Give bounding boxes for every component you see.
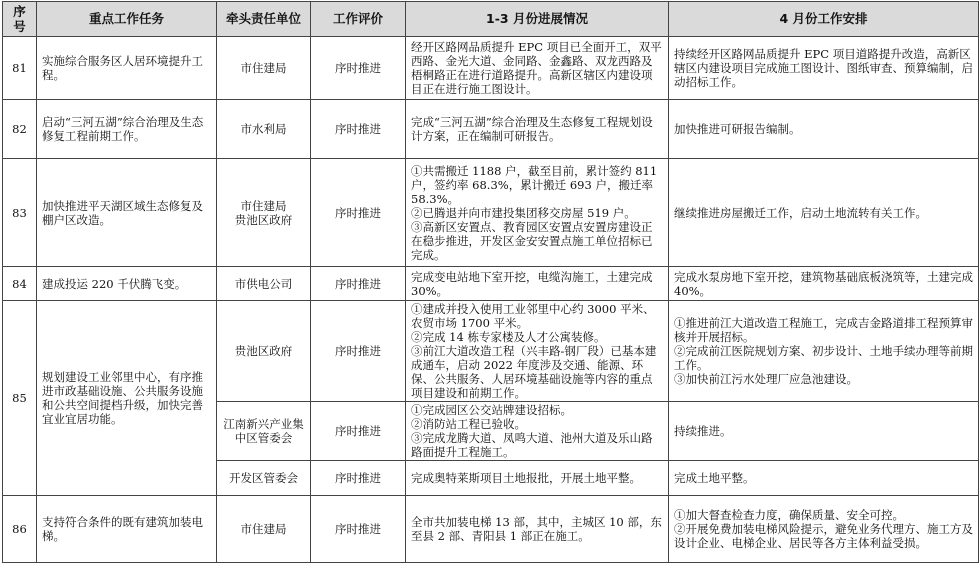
table-row-84 (3, 267, 979, 301)
task-cell: 加快推进平天湖区域生态修复及棚户区改造。 (37, 159, 217, 267)
unit-line: 贵池区政府 (234, 212, 293, 227)
unit-cell: 开发区管委会 (217, 461, 311, 496)
header-serial-line2: 号 (13, 19, 26, 34)
header-next-plan: 4 月份工作安排 (669, 2, 979, 37)
evaluation-cell: 序时推进 (311, 496, 406, 563)
evaluation-cell: 序时推进 (311, 301, 406, 402)
plan-cell: 持续经开区路网品质提升 EPC 项目道路提升改造，高新区辖区内建设项目完成施工图设计、图纸审查、预算编制，启动招标工作。 (669, 37, 979, 100)
evaluation-cell: 序时推进 (311, 267, 406, 301)
plan-cell (669, 496, 979, 563)
header-key-task: 重点工作任务 (37, 2, 217, 37)
evaluation-cell: 序时推进 (311, 461, 406, 496)
row-number: 85 (3, 301, 37, 496)
table-row-82 (3, 100, 979, 159)
unit-cell: 市水利局 (217, 100, 311, 159)
unit-cell: 市住建局 (217, 496, 311, 563)
plan-cell: 完成水泵房地下室开挖，建筑物基础底板浇筑等，土建完成 40%。 (669, 267, 979, 301)
evaluation-cell: 序时推进 (311, 159, 406, 267)
table-row-83 (3, 159, 979, 267)
unit-cell (217, 159, 311, 267)
progress-cell: 完成“三河五湖”综合治理及生态修复工程规划设计方案，正在编制可研报告。 (406, 100, 669, 159)
row-number: 86 (3, 496, 37, 563)
table-row-85 (3, 301, 979, 402)
header-progress: 1-3 月份进展情况 (406, 2, 669, 37)
task-cell: 支持符合条件的既有建筑加装电梯。 (37, 496, 217, 563)
plan-cell: 加快推进可研报告编制。 (669, 100, 979, 159)
progress-cell: 全市共加装电梯 13 部，其中，主城区 10 部，东至县 2 部、青阳县 1 部正在施工。 (406, 496, 669, 563)
progress-cell (406, 159, 669, 267)
unit-cell: 江南新兴产业集中区管委会 (217, 402, 311, 461)
progress-item: ③完成龙腾大道、凤鸣大道、池州大道及乐山路路面提升工程施工。 (411, 431, 653, 459)
progress-item: ①共需搬迁 1188 户，截至目前，累计签约 811 户，签约率 68.3%，累计搬迁 693 户，搬迁率 58.3%。 (411, 163, 658, 206)
work-progress-table (2, 1, 979, 563)
progress-cell: 经开区路网品质提升 EPC 项目已全面开工，双平西路、金光大道、金同路、金鑫路、双龙西路及梧桐路正在进行道路提升。高新区辖区内建设项目正在进行施工图设计。 (406, 37, 669, 100)
evaluation-cell: 序时推进 (311, 37, 406, 100)
header-lead-unit: 牵头责任单位 (217, 2, 311, 37)
progress-item: ①完成园区公交站牌建设招标。 (411, 403, 572, 417)
row-number: 82 (3, 100, 37, 159)
header-serial-line1: 序 (13, 4, 26, 19)
task-cell: 建成投运 220 千伏腾飞变。 (37, 267, 217, 301)
evaluation-cell: 序时推进 (311, 402, 406, 461)
row-number: 84 (3, 267, 37, 301)
plan-item: ②完成前江医院规划方案、初步设计、土地手续办理等前期工作。 (674, 344, 973, 372)
unit-cell: 贵池区政府 (217, 301, 311, 402)
plan-cell: 持续推进。 (669, 402, 979, 461)
progress-cell (406, 301, 669, 402)
progress-cell: 完成奥特莱斯项目土地报批，开展土地平整。 (406, 461, 669, 496)
progress-item: ②完成 14 栋专家楼及人才公寓装修。 (411, 330, 606, 344)
plan-cell (669, 301, 979, 402)
unit-cell: 市供电公司 (217, 267, 311, 301)
progress-item: ②消防站工程已验收。 (411, 417, 526, 431)
row-number: 83 (3, 159, 37, 267)
header-evaluation: 工作评价 (311, 2, 406, 37)
table-row-81 (3, 37, 979, 100)
plan-cell: 完成土地平整。 (669, 461, 979, 496)
header-serial-number (3, 2, 37, 37)
plan-cell: 继续推进房屋搬迁工作，启动土地流转有关工作。 (669, 159, 979, 267)
table-row-86 (3, 496, 979, 563)
plan-item: ③加快前江污水处理厂应急池建设。 (674, 372, 858, 386)
progress-item: ③高新区安置点、教育园区安置点安置房建设正在稳步推进，开发区金安安置点施工单位招标已完成。 (411, 219, 653, 262)
row-number: 81 (3, 37, 37, 100)
plan-item: ①加大督查检查力度，确保质量、安全可控。 (674, 508, 904, 522)
progress-item: ②已腾退并向市建投集团移交房屋 519 户。 (411, 205, 636, 220)
task-cell: 实施综合服务区人居环境提升工程。 (37, 37, 217, 100)
unit-cell: 市住建局 (217, 37, 311, 100)
progress-item: ①建成并投入使用工业邻里中心约 3000 平米、农贸市场 1700 平米。 (411, 302, 655, 330)
unit-line: 市住建局 (240, 198, 287, 213)
plan-item: ②开展免费加装电梯风险提示，避免业务代理方、施工方及设计企业、电梯企业、居民等各方主体利益受损。 (674, 522, 973, 550)
evaluation-cell: 序时推进 (311, 100, 406, 159)
task-cell: 启动“三河五湖”综合治理及生态修复工程前期工作。 (37, 100, 217, 159)
header-row (3, 2, 979, 37)
progress-cell (406, 402, 669, 461)
progress-cell: 完成变电站地下室开挖，电缆沟施工，土建完成 30%。 (406, 267, 669, 301)
plan-item: ①推进前江大道改造工程施工，完成吉金路道排工程预算审核并开展招标。 (674, 316, 973, 344)
progress-item: ③前江大道改造工程（兴丰路-钢厂段）已基本建成通车，启动 2022 年度涉及交通、能源、环保、公共服务、人居环境基础设施等内容的重点项目建设和前期工作。 (411, 344, 657, 400)
task-cell: 规划建设工业邻里中心，有序推进市政基础设施、公共服务设施和公共空间提档升级，加快完善宜业宜居功能。 (37, 301, 217, 496)
